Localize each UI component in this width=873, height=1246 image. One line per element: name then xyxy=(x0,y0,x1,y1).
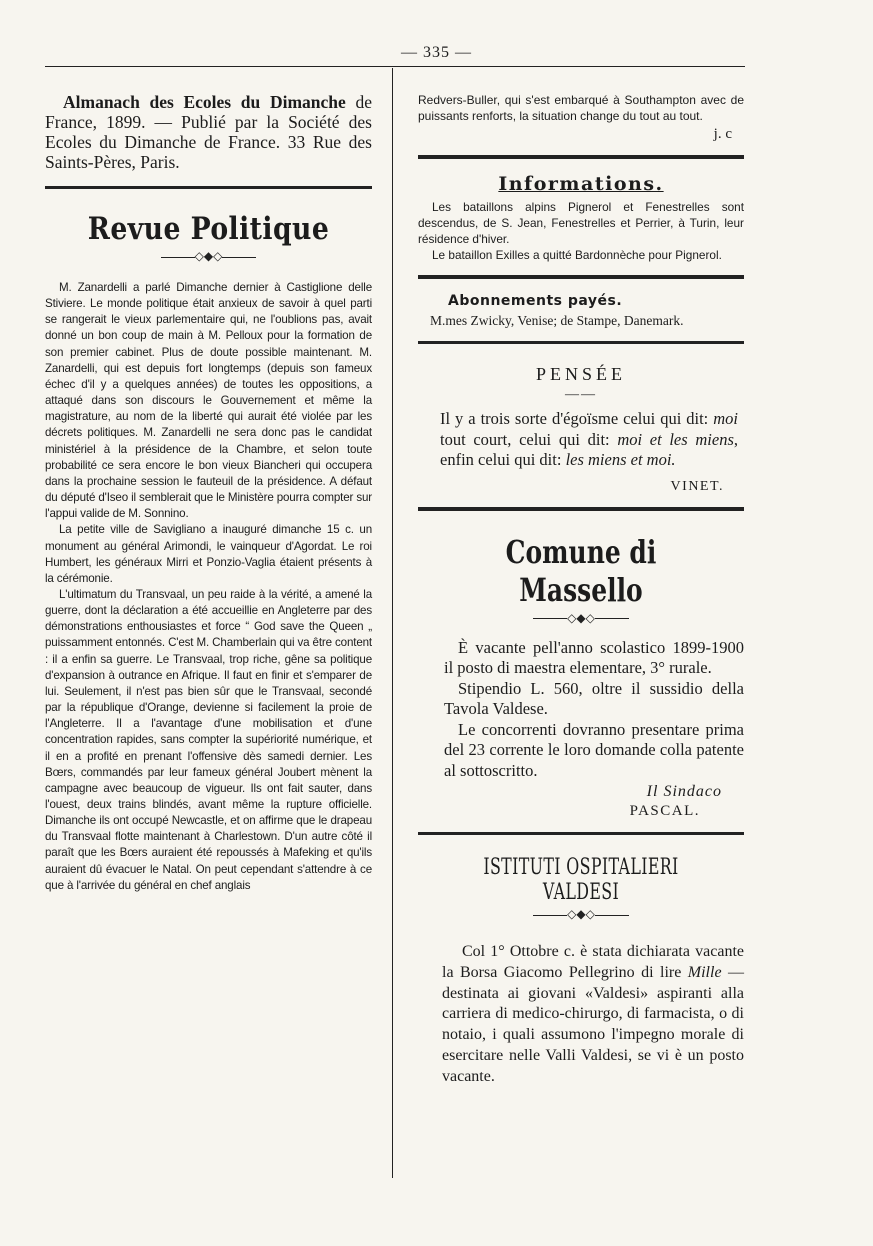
almanach-title: Almanach des Ecoles du Dimanche xyxy=(63,92,346,112)
info-paragraph: Les bataillons alpins Pignerol et Fenestrelles sont descendus, de S. Jean, Fenestrelles et Perrier, à Turin, leur résidence d'hiver. xyxy=(418,200,744,246)
pensee-author: VINET. xyxy=(670,478,724,494)
informations-title: Informations. xyxy=(498,173,664,195)
comune-paragraph: Stipendio L. 560, oltre il sussidio della Tavola Valdese. xyxy=(444,678,744,718)
comune-paragraph: È vacante pell'anno scolastico 1899-1900 il posto di maestra elementare, 3° rurale. xyxy=(444,637,744,677)
revue-politique-body xyxy=(45,280,372,894)
comune-massello-title: Comune di Massello xyxy=(505,532,657,609)
section-rule xyxy=(418,507,744,511)
pensee-divider: —— xyxy=(565,387,597,402)
pensee-body: Il y a trois sorte d'égoïsme celui qui dit: moi tout court, celui qui dit: moi et les miens, enfin celui qui dit: les miens et moi. xyxy=(440,409,738,469)
section-rule xyxy=(418,832,744,835)
pensee-title: PENSÉE xyxy=(535,364,626,384)
istituti-title: ISTITUTI OSPITALIERI VALDESI xyxy=(483,855,679,905)
page-number: — 335 — xyxy=(401,44,472,61)
comune-massello-body xyxy=(444,638,744,782)
revue-continuation: Redvers-Buller, qui s'est embarqué à Southampton avec de puissants renforts, la situation change du tout au tout. xyxy=(418,93,744,123)
column-divider xyxy=(392,68,393,1178)
revue-paragraph: La petite ville de Savigliano a inauguré dimanche 15 c. un monument au général Arimondi, le vainqueur d'Agordat. Le roi Humbert, les généraux Mirri et Ponzio-Vaglia étaient présents à la cérémonie. xyxy=(45,523,372,585)
section-rule xyxy=(418,155,744,159)
info-paragraph: Le bataillon Exilles a quitté Bardonnèche pour Pignerol. xyxy=(432,248,722,262)
section-rule xyxy=(418,341,744,344)
revue-paragraph: M. Zanardelli a parlé Dimanche dernier à Castiglione delle Stiviere. Le monde politique était anxieux de savoir à quel parti se rangerait le vieux parlementaire qui, ne l'oublions pas, avait donné un bon coup de main à M. Pelloux pour la formation de son premier cabinet. Plus de doute possible maintenant. M. Zanardelli, qui est depuis fort longtemps (depuis son fameux échec d'il y a quelques années) de toutes les oppositions, a attaqué dans son discours le Gouvernement et même la magistrature, au nom de la liberté qui aurait été violée par les décrets politiques. M. Zanardelli ne sera donc pas le candidat ministériel à la présidence de la Chambre, et selon toute probabilité ce sera encore le bon vieux Biancheri qui occupera dans la prochaine session le fauteuil de la présidence. A défaut du député d'Iseo il semblerait que le Ministère pourra compter sur l'appui valide de M. Sonnino. xyxy=(45,281,372,521)
title-ornament: ◇◆◇ xyxy=(418,611,744,626)
abonnements-title: Abonnements payés. xyxy=(448,293,623,309)
revue-paragraph: L'ultimatum du Transvaal, un peu raide à la vérité, a amené la guerre, dont la déclaration a été accueillie en Angleterre par des démonstrations enthousiastes et force “ God save the Queen „ puissamment entonnés. C'est M. Chamberlain qui va être content : il a enfin sa guerre. Le Transvaal, trop riche, gêne sa politique d'expansion à outrance en Afrique. Il faut en finir et s'emparer de lui. Seulement, il n'est pas bien sûr que le Transvaal, secondé par la république d'Orange, devienne si facilement la proie de l'Angleterre. Il a l'avantage d'une mobilisation et d'une concentration rapides, sans compter la supériorité numérique, et il en a profité en prenant l'offensive dès samedi dernier. Les Bœrs, commandés par leur fameux général Joubert mènent la campagne avec beaucoup de vigueur. Ils ont fait sauter, dans l'ouest, deux trains blindés, avant même la rupture officielle. Dimanche ils ont occupé Newcastle, et on affirme que le drapeau du Transvaal flotte maintenant à Charlestown. D'un autre côté il paraît que les Bœrs auraient été repoussés à Mafeking et qu'ils auraient dû évacuer le Natal. On peut cependant s'attendre à ce que à l'arrivée du général en chef anglais xyxy=(45,587,372,892)
title-ornament: ◇◆◇ xyxy=(418,907,744,922)
comune-paragraph: Le concorrenti dovranno presentare prima del 23 corrente le loro domande colla patente al sottoscritto. xyxy=(444,719,744,780)
almanach-text: de France, 1899. — Publié par la Société des Ecoles du Dimanche de France. 33 Rue des Saints-Pères, Paris. xyxy=(45,92,372,172)
revue-politique-title: Revue Politique xyxy=(87,211,330,247)
istituti-body: Col 1° Ottobre c. è stata dichiarata vacante la Borsa Giacomo Pellegrino di lire Mille — destinata ai giovani «Valdesi» aspiranti alla carriera di medico-chirurgo, di farmacista, o di notaio, i quali assumono l'impegno morale di esercitare nelle Valli Valdesi, se vi è un posto vacante. xyxy=(442,943,744,1085)
comune-signature-name: PASCAL. xyxy=(629,803,700,819)
abonnements-body: M.mes Zwicky, Venise; de Stampe, Danemark. xyxy=(430,313,684,328)
informations-body xyxy=(418,199,744,263)
right-column xyxy=(418,92,744,1088)
title-ornament: ◇◆◇ xyxy=(45,249,372,264)
author-initials: j. c xyxy=(713,126,732,142)
almanach-notice xyxy=(45,92,372,172)
comune-signature-title: Il Sindaco xyxy=(646,783,722,800)
left-column xyxy=(45,92,372,894)
header-rule xyxy=(45,66,745,67)
section-rule xyxy=(45,186,372,189)
section-rule xyxy=(418,275,744,279)
